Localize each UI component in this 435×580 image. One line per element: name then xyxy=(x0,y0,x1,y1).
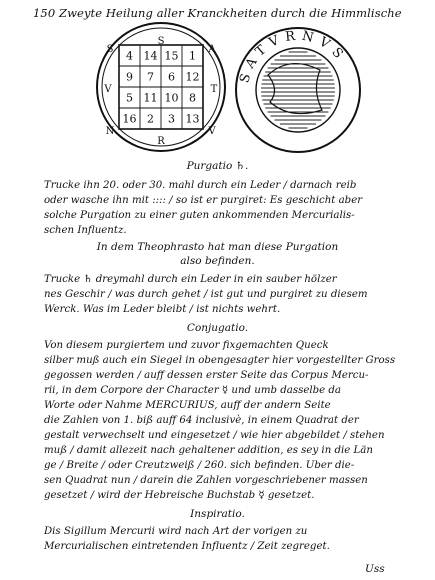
magic-square-cell: 11 xyxy=(143,91,158,105)
paragraph-4 xyxy=(44,524,410,554)
text-line: sen Quadrat nun / darein die Zahlen vorgeschriebener massen xyxy=(44,475,368,486)
magic-square-cell: 10 xyxy=(164,91,179,105)
caption-theophrasto: In dem Theophrasto hat man diese Purgation xyxy=(96,241,339,253)
seal-letter: A xyxy=(208,44,216,55)
text-line: gestalt verwechselt und eingesetzet / wie hier abgebildet / stehen xyxy=(44,430,385,441)
paragraph-3 xyxy=(44,338,410,503)
seal-letter: S xyxy=(106,44,114,55)
text-line: rii, in dem Corpore der Character ☿ und umb dasselbe da xyxy=(44,385,342,396)
text-line: schen Influentz. xyxy=(44,225,127,236)
text-line: Mercurialischen eintretenden Influentz / Zeit zegreget. xyxy=(44,541,330,552)
magic-square-cell: 7 xyxy=(147,70,154,84)
text-line: nes Geschir / was durch gehet / ist gut und purgiret zu diesem xyxy=(44,289,368,300)
text-line: Trucke ihn 20. oder 30. mahl durch ein Leder / darnach reib xyxy=(44,180,357,191)
text-line: die Zahlen von 1. biß auff 64 inclusivè, in einem Quadrat der xyxy=(44,415,359,426)
caption-befinden: also befinden. xyxy=(180,255,255,267)
saturn-seal-figure xyxy=(236,28,360,152)
seal-letter: T xyxy=(210,84,218,95)
magic-square-cell: 4 xyxy=(126,49,133,63)
text-line: Von diesem purgiertem und zuvor fixgemachten Queck xyxy=(44,340,329,351)
paragraph-1 xyxy=(44,178,410,238)
text-line: gesetzet / wird der Hebreische Buchstab ☿ gesetzet. xyxy=(44,490,315,501)
saturn-seal-square xyxy=(97,23,225,151)
svg-text:SATVRNVS: SATVRNVS xyxy=(237,28,350,85)
magic-square-cell: 1 xyxy=(189,49,196,63)
magic-square-cell: 12 xyxy=(185,70,200,84)
magic-square-cell: 6 xyxy=(168,70,175,84)
seals-illustration xyxy=(0,0,435,170)
text-line: silber muß auch ein Siegel in obengesagter hier vorgestellter Gross xyxy=(44,355,396,366)
text-line: Worte oder Nahme MERCURIUS, auff der andern Seite xyxy=(44,400,331,411)
caption-conjugatio: Conjugatio. xyxy=(186,322,249,334)
text-line: gegossen werden / auff dessen erster Seite das Corpus Mercu- xyxy=(44,370,369,381)
magic-square-cell: 2 xyxy=(147,112,154,126)
caption-inspiratio: Inspiratio. xyxy=(190,508,245,520)
magic-square-cell: 16 xyxy=(122,112,137,126)
magic-square-cell: 15 xyxy=(164,49,179,63)
seal-letter: R xyxy=(157,136,165,147)
seal-letter: V xyxy=(208,126,216,137)
magic-square-cell: 8 xyxy=(189,91,196,105)
magic-square-cell: 9 xyxy=(126,70,133,84)
running-header: 150 Zweyte Heilung aller Kranckheiten durch die Himmlische xyxy=(33,6,402,20)
seal-letter: N xyxy=(105,126,115,137)
magic-square-cell: 13 xyxy=(185,112,200,126)
magic-square-cell: 3 xyxy=(168,112,175,126)
magic-square-cell: 5 xyxy=(126,91,133,105)
text-line: ge / Breite / oder Creutzweiß / 260. sich befinden. Uber die- xyxy=(44,460,355,471)
caption-purgatio: Purgatio ♄. xyxy=(186,160,249,172)
seal-letter: S xyxy=(157,36,165,47)
text-line: Dis Sigillum Mercurii wird nach Art der vorigen zu xyxy=(44,526,308,537)
text-line: Werck. Was im Leder bleibt / ist nichts wehrt. xyxy=(44,304,281,315)
magic-square-cell: 14 xyxy=(143,49,158,63)
text-line: muß / damit allezeit nach gehaltener addition, es sey in die Län xyxy=(44,445,373,456)
text-line: Trucke ♄ dreymahl durch ein Leder in ein sauber hölzer xyxy=(44,274,337,285)
paragraph-2 xyxy=(44,272,410,317)
text-line: solche Purgation zu einer guten ankommenden Mercurialis- xyxy=(44,210,355,221)
seal-letter: V xyxy=(104,84,112,95)
text-line: oder wasche ihn mit :::: / so ist er purgiret: Es geschicht aber xyxy=(44,195,363,206)
catchword: Uss xyxy=(365,563,385,575)
